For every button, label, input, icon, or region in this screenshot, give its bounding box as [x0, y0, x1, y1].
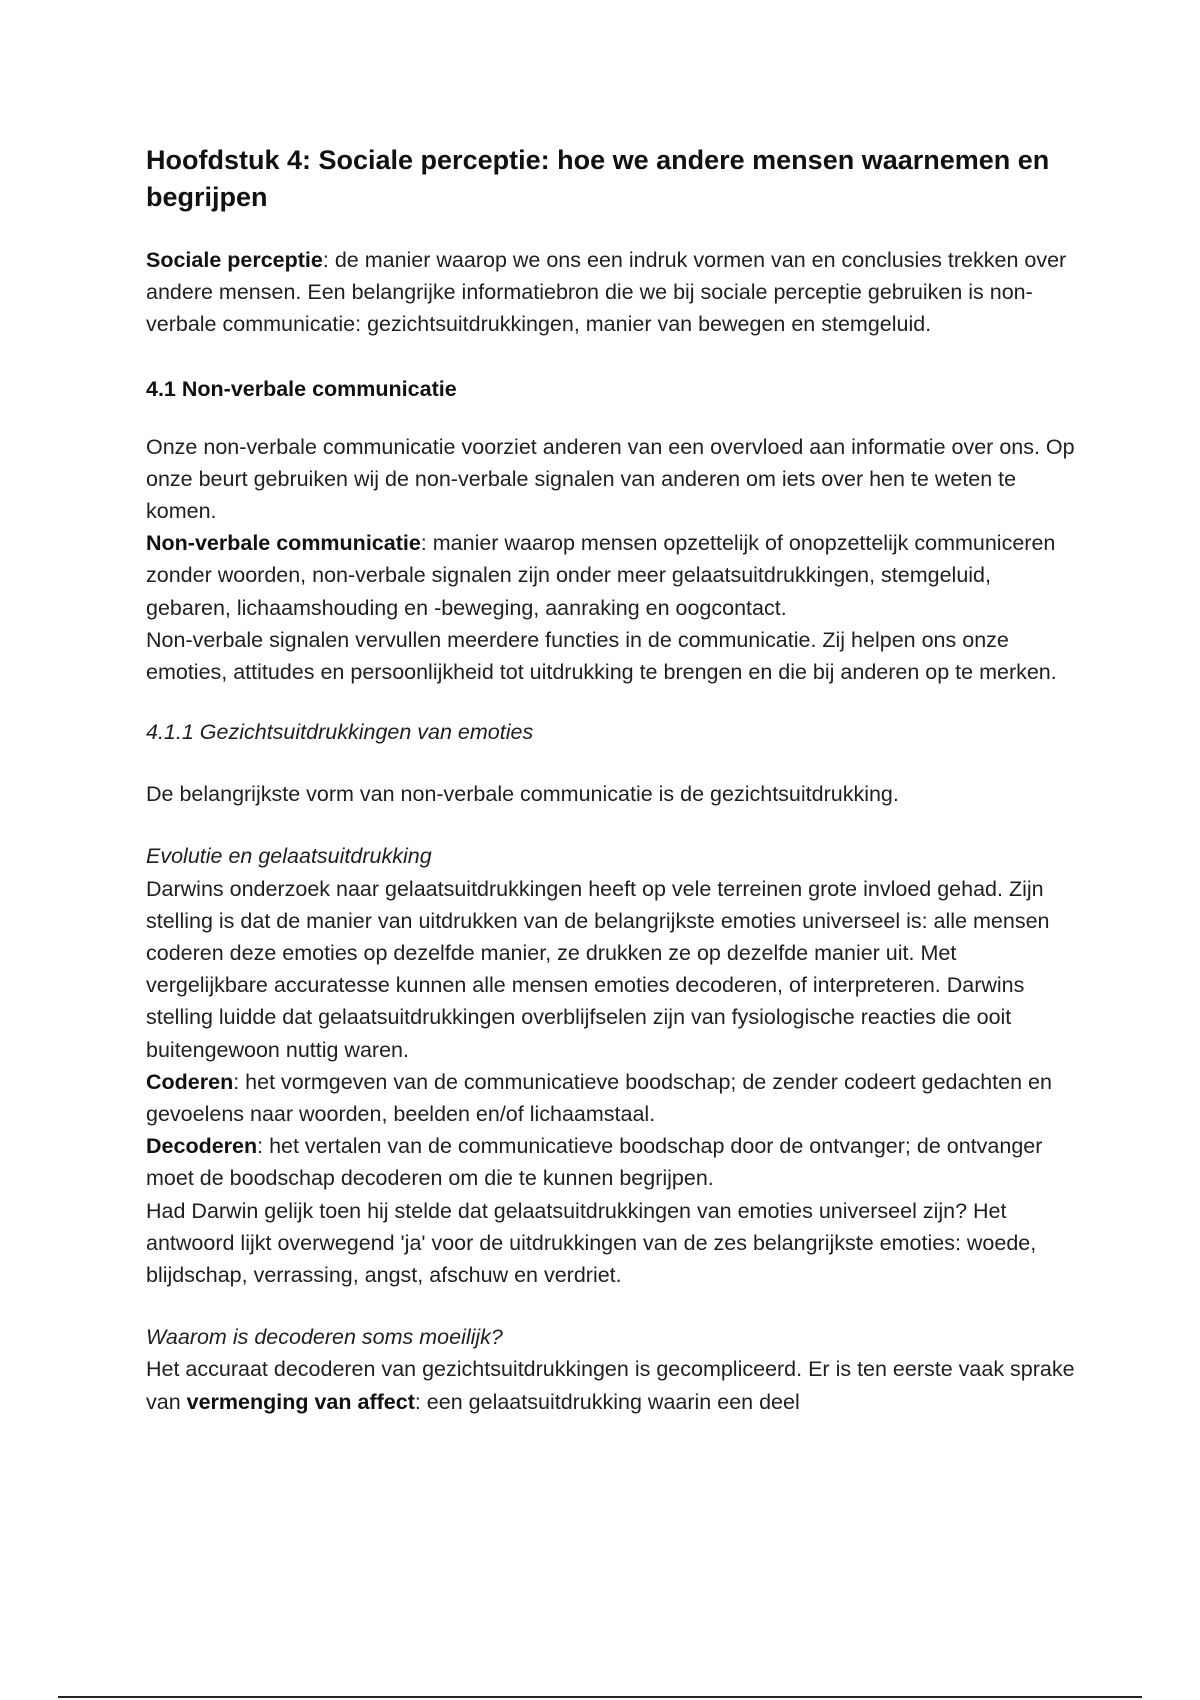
- decoding-paragraph: [146, 1353, 1076, 1417]
- decoderen-text: : het vertalen van de communicatieve boodschap door de ontvanger; de ontvanger moet de boodschap decoderen om die te kunnen begrijpen.: [146, 1134, 1043, 1191]
- darwin-question-paragraph: Had Darwin gelijk toen hij stelde dat gelaatsuitdrukkingen van emoties universeel zijn? Het antwoord lijkt overwegend 'ja' voor de uitdrukkingen van de zes belangrijkste emoties: woede, blijdschap, verrassing, angst, afschuw en verdriet.: [146, 1198, 1037, 1288]
- document-page: [146, 142, 1076, 1418]
- term-decoderen: Decoderen: [146, 1134, 258, 1159]
- definition-coderen: [146, 1066, 1076, 1130]
- decoding-label: Waarom is decoderen soms moeilijk?: [146, 1325, 503, 1350]
- definition-text: : manier waarop mensen opzettelijk of onopzettelijk communiceren zonder woorden, non-verbale signalen zijn onder meer gelaatsuitdrukkingen, stemgeluid, gebaren, lichaamshouding en -beweging, aanraking en oogcontact.: [146, 531, 1056, 620]
- decoding-text-start: Het accuraat decoderen van gezichtsuitdrukkingen is gecompliceerd. Er is ten eerste vaak sprake van: [146, 1357, 1075, 1414]
- page-title: Hoofdstuk 4: Sociale perceptie: hoe we andere mensen waarnemen en begrijpen: [146, 145, 1050, 212]
- decoding-text-end: : een gelaatsuitdrukking waarin een deel: [414, 1389, 800, 1414]
- term-non-verbale-communicatie: Non-verbale communicatie: [146, 531, 421, 556]
- subsection-heading-4-1-1: 4.1.1 Gezichtsuitdrukkingen van emoties: [146, 720, 534, 745]
- page-bottom-divider: [58, 1696, 1142, 1698]
- coderen-text: : het vormgeven van de communicatieve boodschap; de zender codeert gedachten en gevoelens naar woorden, beelden en/of lichaamstaal.: [146, 1069, 1052, 1127]
- evolution-paragraph: Darwins onderzoek naar gelaatsuitdrukkingen heeft op vele terreinen grote invloed gehad. Zijn stelling is dat de manier van uitdrukken van de belangrijkste emoties universeel is: alle mensen coderen deze emoties op dezelfde manier, ze drukken ze op dezelfde manier uit. Met vergelijkbare accuratesse kunnen alle mensen emoties decoderen, of interpreteren. Darwins stelling luidde dat gelaatsuitdrukkingen overblijfselen zijn van fysiologische reacties die ooit buitengewoon nuttig waren.: [146, 876, 1050, 1062]
- section-heading-4-1: 4.1 Non-verbale communicatie: [146, 376, 457, 401]
- definition-decoderen: [146, 1130, 1076, 1194]
- term-coderen: Coderen: [146, 1069, 234, 1094]
- term-vermenging-van-affect: vermenging van affect: [186, 1389, 415, 1414]
- intro-text: : de manier waarop we ons een indruk vormen van en conclusies trekken over andere mensen. Een belangrijke informatiebron die we bij sociale perceptie gebruiken is non-verbale communicatie: gezichtsuitdrukkingen, manier van bewegen en stemgeluid.: [146, 248, 1067, 337]
- intro-paragraph: [146, 244, 1076, 341]
- section-4-1-paragraph-1: Onze non-verbale communicatie voorziet anderen van een overvloed aan informatie over ons. Op onze beurt gebruiken wij de non-verbale signalen van anderen om iets over hen te weten te komen.: [146, 434, 1075, 524]
- section-4-1-paragraph-2: Non-verbale signalen vervullen meerdere functies in de communicatie. Zij helpen ons onze emoties, attitudes en persoonlijkheid tot uitdrukking te brengen en die bij anderen op te merken.: [146, 627, 1057, 685]
- definition-non-verbale-communicatie: [146, 527, 1076, 624]
- subsection-paragraph-1: De belangrijkste vorm van non-verbale communicatie is de gezichtsuitdrukking.: [146, 782, 899, 807]
- term-sociale-perceptie: Sociale perceptie: [146, 248, 323, 272]
- evolution-label: Evolutie en gelaatsuitdrukking: [146, 844, 432, 869]
